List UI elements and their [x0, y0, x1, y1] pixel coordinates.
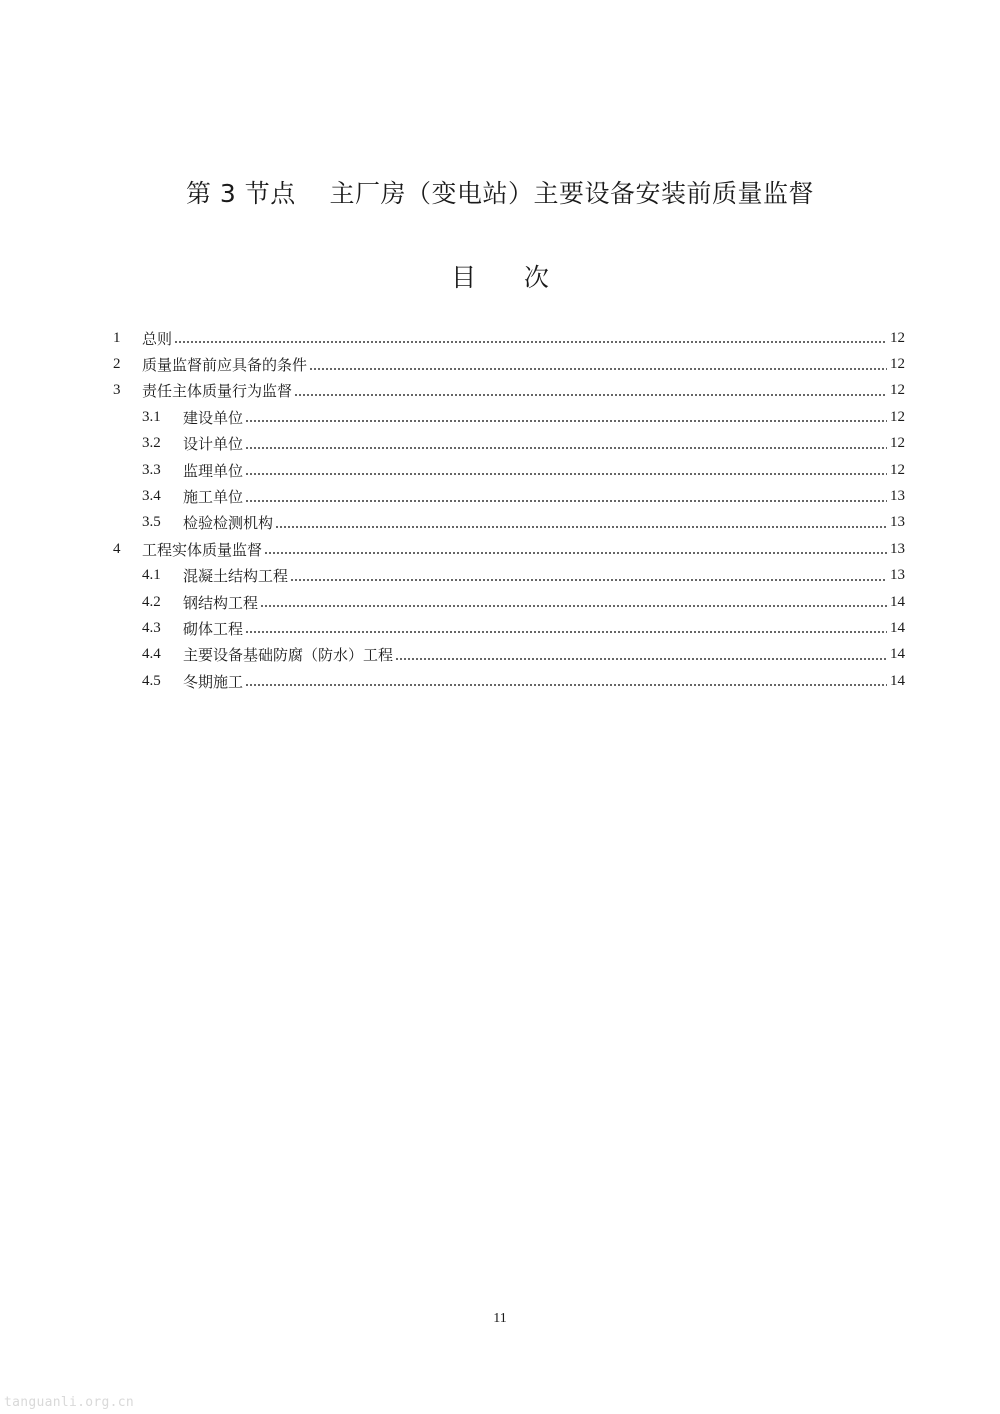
- toc-entry-title: 建设单位: [183, 410, 244, 427]
- table-of-contents: [113, 325, 905, 694]
- toc-leader-dots: [245, 684, 887, 686]
- toc-leader-dots: [294, 394, 887, 396]
- toc-leader-dots: [275, 526, 887, 528]
- toc-entry-3-2[interactable]: [113, 431, 905, 457]
- toc-entry-3-1[interactable]: [113, 404, 905, 430]
- toc-entry-title: 检验检测机构: [183, 516, 274, 533]
- toc-entry-page: 12: [890, 435, 905, 452]
- toc-entry-page: 14: [890, 672, 905, 689]
- toc-entry-number: 4.5: [142, 672, 161, 689]
- toc-leader-dots: [245, 631, 887, 633]
- toc-entry-1[interactable]: [113, 325, 905, 351]
- toc-entry-page: 14: [890, 619, 905, 636]
- toc-entry-number: 3: [113, 382, 121, 399]
- toc-entry-title: 工程实体质量监督: [142, 542, 263, 559]
- toc-leader-dots: [260, 605, 887, 607]
- toc-leader-dots: [174, 341, 887, 343]
- toc-entry-title: 监理单位: [183, 463, 244, 480]
- toc-entry-number: 3.2: [142, 435, 161, 452]
- toc-entry-number: 3.3: [142, 461, 161, 478]
- toc-leader-dots: [290, 579, 887, 581]
- toc-entry-title: 主要设备基础防腐（防水）工程: [183, 648, 394, 665]
- page-number: 11: [493, 1311, 507, 1326]
- chapter-title: 第 3 节点 主厂房（变电站）主要设备安装前质量监督: [185, 179, 815, 208]
- site-watermark: tanguanli.org.cn: [4, 1395, 135, 1410]
- toc-entry-4-5[interactable]: [113, 668, 905, 694]
- toc-entry-page: 12: [890, 329, 905, 346]
- toc-entry-page: 13: [890, 567, 905, 584]
- toc-heading: 目 次: [451, 263, 549, 292]
- toc-leader-dots: [309, 368, 887, 370]
- toc-leader-dots: [245, 447, 887, 449]
- toc-entry-page: 14: [890, 646, 905, 663]
- toc-entry-4-2[interactable]: [113, 589, 905, 615]
- toc-leader-dots: [264, 552, 887, 554]
- toc-entry-3-4[interactable]: [113, 483, 905, 509]
- toc-leader-dots: [245, 500, 887, 502]
- toc-entry-page: 14: [890, 593, 905, 610]
- toc-entry-number: 4.1: [142, 567, 161, 584]
- toc-entry-number: 3.1: [142, 408, 161, 425]
- toc-entry-title: 混凝土结构工程: [183, 569, 289, 586]
- toc-entry-title: 设计单位: [183, 437, 244, 454]
- toc-leader-dots: [245, 473, 887, 475]
- toc-leader-dots: [245, 420, 887, 422]
- toc-entry-page: 13: [890, 488, 905, 505]
- toc-entry-3-3[interactable]: [113, 457, 905, 483]
- toc-entry-page: 12: [890, 382, 905, 399]
- toc-entry-4-1[interactable]: [113, 563, 905, 589]
- toc-entry-number: 1: [113, 329, 121, 346]
- toc-entry-page: 13: [890, 540, 905, 557]
- toc-entry-title: 砌体工程: [183, 621, 244, 638]
- toc-entry-number: 2: [113, 356, 121, 373]
- toc-entry-4-3[interactable]: [113, 615, 905, 641]
- toc-entry-title: 责任主体质量行为监督: [142, 384, 293, 401]
- toc-entry-page: 12: [890, 408, 905, 425]
- toc-entry-page: 12: [890, 356, 905, 373]
- toc-entry-page: 12: [890, 461, 905, 478]
- toc-entry-title: 质量监督前应具备的条件: [142, 358, 308, 375]
- toc-leader-dots: [395, 658, 887, 660]
- toc-entry-2[interactable]: [113, 351, 905, 377]
- toc-entry-number: 4.4: [142, 646, 161, 663]
- toc-entry-title: 总则: [142, 331, 173, 348]
- toc-entry-4-4[interactable]: [113, 642, 905, 668]
- toc-entry-3-5[interactable]: [113, 510, 905, 536]
- toc-entry-title: 施工单位: [183, 490, 244, 507]
- toc-entry-number: 3.4: [142, 488, 161, 505]
- toc-entry-title: 冬期施工: [183, 674, 244, 691]
- toc-entry-number: 4.3: [142, 619, 161, 636]
- toc-entry-4[interactable]: [113, 536, 905, 562]
- toc-entry-number: 3.5: [142, 514, 161, 531]
- toc-entry-page: 13: [890, 514, 905, 531]
- toc-entry-title: 钢结构工程: [183, 595, 259, 612]
- toc-entry-number: 4: [113, 540, 121, 557]
- toc-entry-number: 4.2: [142, 593, 161, 610]
- toc-entry-3[interactable]: [113, 378, 905, 404]
